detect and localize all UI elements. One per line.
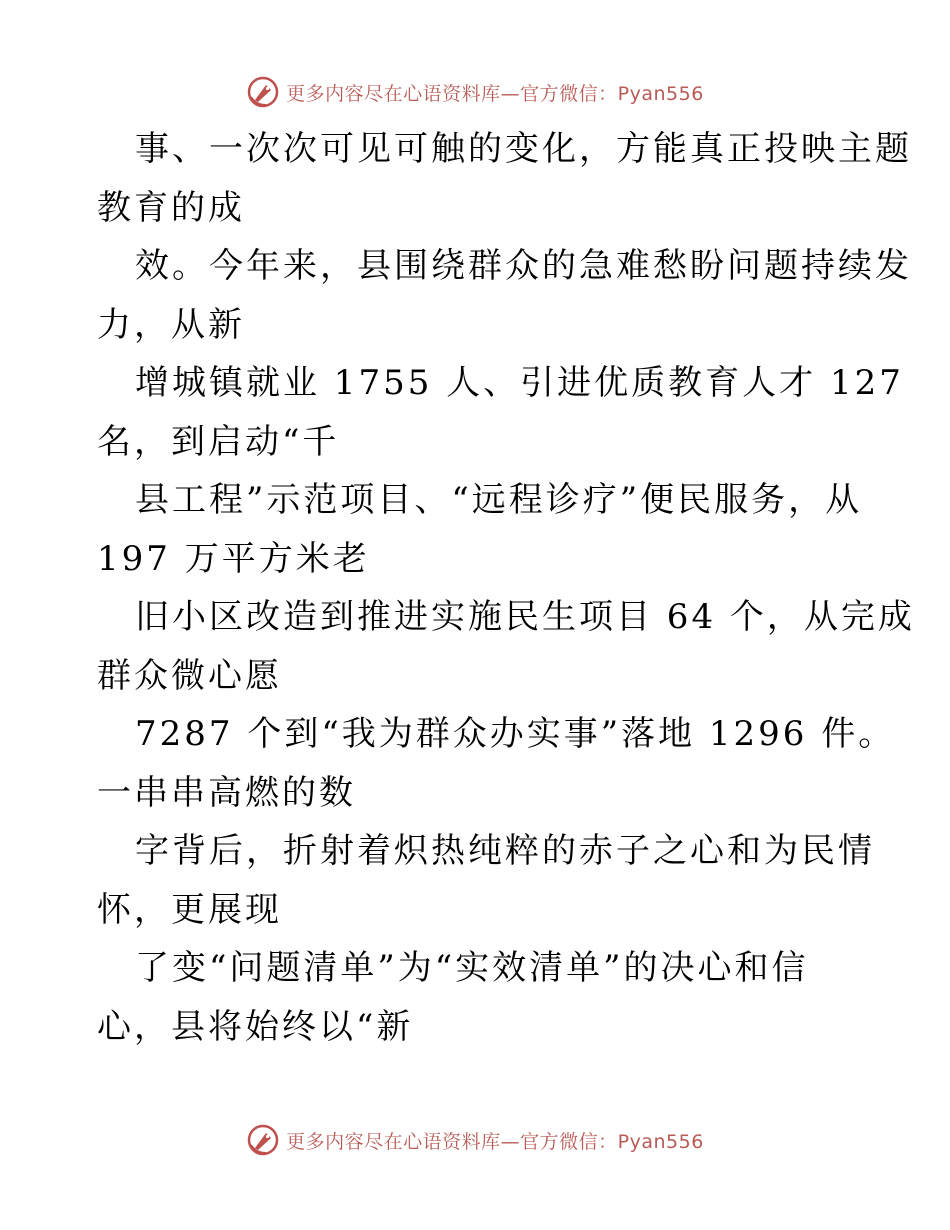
pen-nib-logo-icon — [246, 75, 280, 109]
body-line: 7287 个到“我为群众办实事”落地 1296 件。 — [135, 714, 896, 754]
header-watermark — [0, 72, 950, 112]
body-line: 了变“问题清单”为“实效清单”的决心和信 — [135, 948, 809, 988]
document-body — [97, 120, 915, 1056]
body-line: 字背后，折射着炽热纯粹的赤子之心和为民情 — [135, 831, 875, 871]
body-line: 197 万平方米老 — [97, 538, 370, 579]
body-line: 效。今年来，县围绕群众的急难愁盼问题持续发 — [135, 246, 912, 286]
body-line: 事、一次次可见可触的变化，方能真正投映主题 — [135, 129, 912, 169]
body-line: 怀，更展现 — [97, 889, 282, 930]
watermark-text: 更多内容尽在心语资料库—官方微信：Pyan556 — [286, 1130, 704, 1153]
watermark-text: 更多内容尽在心语资料库—官方微信：Pyan556 — [286, 82, 704, 105]
body-line: 群众微心愿 — [97, 655, 282, 696]
body-line: 心，县将始终以“新 — [97, 1006, 414, 1047]
pen-nib-logo-icon — [246, 1123, 280, 1157]
body-line: 旧小区改造到推进实施民生项目 64 个，从完成 — [135, 597, 915, 637]
footer-watermark — [0, 1120, 950, 1160]
body-line: 一串串高燃的数 — [97, 772, 356, 813]
body-line: 力，从新 — [97, 304, 245, 345]
body-line: 名，到启动“千 — [97, 421, 340, 462]
body-line: 增城镇就业 1755 人、引进优质教育人才 127 — [135, 363, 904, 403]
body-line: 县工程”示范项目、“远程诊疗”便民服务，从 — [135, 480, 863, 520]
body-line: 教育的成 — [97, 187, 245, 228]
